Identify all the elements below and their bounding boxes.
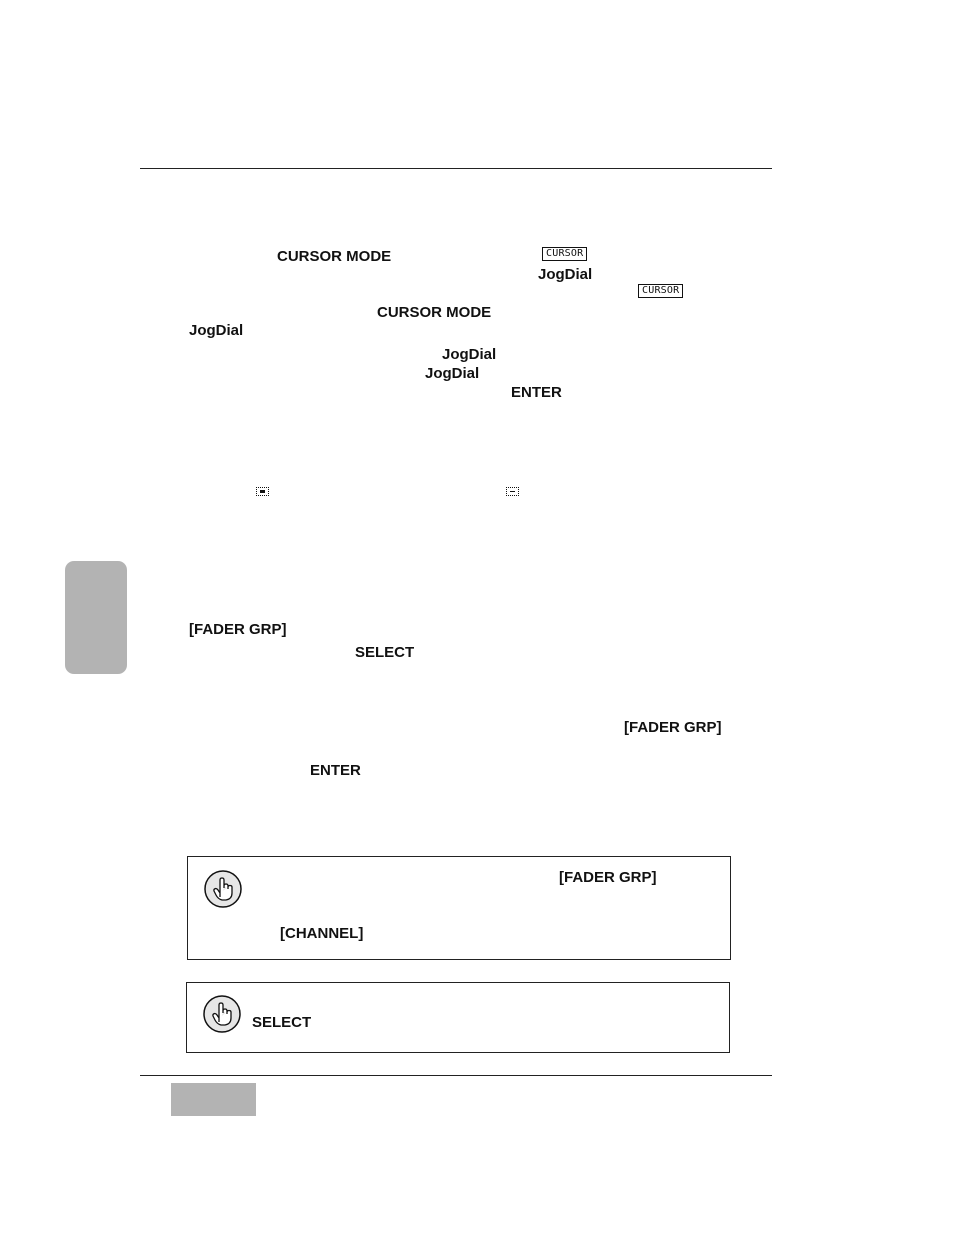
- chapter-tab: [65, 561, 127, 674]
- keyword-fader-grp: [FADER GRP]: [189, 621, 287, 638]
- keyword-select: SELECT: [355, 644, 415, 661]
- keyword-select: SELECT: [252, 1014, 312, 1031]
- pointing-hand-icon: [202, 994, 242, 1034]
- keyword-fader-grp: [FADER GRP]: [559, 869, 657, 886]
- keyword-channel: [CHANNEL]: [280, 925, 364, 942]
- keyword-fader-grp: [FADER GRP]: [624, 719, 722, 736]
- footer-rule: [140, 1075, 772, 1076]
- keyword-cursor-mode: CURSOR MODE: [277, 248, 392, 265]
- keyword-enter: ENTER: [310, 762, 361, 779]
- keyword-jogdial: JogDial: [189, 322, 244, 339]
- empty-slot-icon: [506, 487, 519, 496]
- lcd-cursor-label: CURSOR: [638, 284, 683, 298]
- keyword-enter: ENTER: [511, 384, 562, 401]
- pointing-hand-icon: [203, 869, 243, 909]
- keyword-jogdial: JogDial: [538, 266, 593, 283]
- keyword-cursor-mode: CURSOR MODE: [377, 304, 492, 321]
- lcd-cursor-label: CURSOR: [542, 247, 587, 261]
- keyword-jogdial: JogDial: [442, 346, 497, 363]
- note-box-1: [187, 856, 731, 960]
- page-number-box: [171, 1083, 256, 1116]
- filled-slot-icon: [256, 487, 269, 496]
- note-box-2: [186, 982, 730, 1053]
- keyword-jogdial: JogDial: [425, 365, 480, 382]
- header-rule: [140, 168, 772, 169]
